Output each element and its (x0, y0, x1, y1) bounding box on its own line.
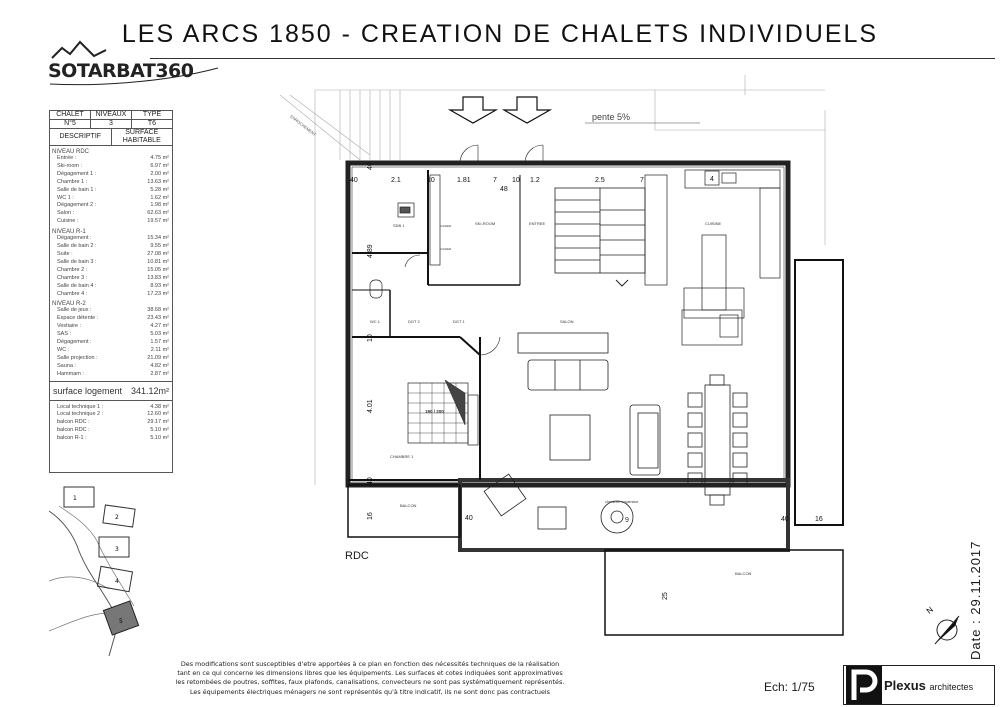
room-name: WC 1 : (57, 194, 74, 201)
disclaimer-line-2: tant en ce qui concerne les dimensions libres que les équipements. Les surfaces et cotes indiquées sont approximatives (177, 669, 563, 678)
surface-row (50, 307, 172, 315)
level-heading: NIVEAU R-1 (52, 229, 86, 236)
floor-plan (280, 75, 860, 665)
surface-row (50, 202, 172, 210)
site-lot-1-label: 1 (73, 495, 77, 502)
room-name: Salle projection : (57, 354, 98, 361)
room-name: Hammam : (57, 370, 84, 377)
plexus-p-icon (846, 666, 882, 704)
dim-40a: 40 (350, 177, 358, 184)
room-name: Salle de bain 2 : (57, 243, 97, 250)
surface-row (50, 339, 172, 347)
surface-row (50, 163, 172, 171)
level-heading: NIVEAU R-2 (52, 301, 86, 308)
dim-40d: 40 (781, 516, 789, 523)
title-rule (150, 58, 995, 59)
room-area: 6.97 m² (150, 162, 169, 169)
dim-40e: 40 (367, 162, 374, 170)
room-ski: SKI-ROOM (475, 221, 496, 226)
disclaimer-line-4: Les équipements électriques ménagers ne sont représentés qu'à titre indicatif, ils ne sont donc pas contractuels (189, 687, 551, 696)
room-area: 2.87 m² (150, 370, 169, 377)
total-value: 341.12m² (130, 385, 169, 396)
surface-row (50, 291, 172, 299)
room-area: 21.09 m² (147, 354, 169, 361)
dim-10b: 10 (512, 177, 520, 184)
surface-row (50, 259, 172, 267)
surface-row (50, 275, 172, 283)
room-name: Chambre 3 : (57, 274, 88, 281)
disclaimer (5, 660, 735, 697)
casier-label-1: CASIER (440, 224, 452, 228)
extra-area: 29.17 m² (147, 419, 169, 426)
header-type: TYPE (142, 111, 162, 118)
surface-row (50, 155, 172, 163)
site-lot-4-label: 4 (115, 578, 119, 585)
room-name: Ski-room : (57, 162, 83, 169)
surface-row (50, 323, 172, 331)
dim-21: 2.1 (391, 177, 401, 184)
extra-name: balcon RDC : (57, 419, 90, 426)
dim-489: 4.89 (367, 244, 374, 258)
extra-area: 12.60 m² (147, 411, 169, 418)
room-area: 4.75 m² (150, 155, 169, 161)
extra-row (50, 411, 172, 419)
doors (405, 145, 543, 355)
dim-12: 1.2 (530, 177, 540, 184)
room-balcon-rdc: BALCON (400, 503, 417, 508)
room-sdb: SDB 1 (393, 223, 405, 228)
surface-total (50, 381, 172, 401)
room-name: Chambre 2 : (57, 266, 88, 273)
room-name: Vestiaire : (57, 323, 82, 330)
room-name: Dégagement 2 : (57, 202, 97, 209)
room-chambre: CHAMBRE 1 (390, 454, 414, 459)
dim-10c: 10 (367, 334, 374, 342)
extra-name: balcon R-1 : (57, 435, 87, 442)
surface-row (50, 347, 172, 355)
room-dgt2: DGT 2 (408, 319, 420, 324)
surface-levels (50, 149, 172, 379)
room-name: Dégagement : (57, 235, 92, 242)
casier-label-2: CASIER (440, 247, 452, 251)
room-area: 15.34 m² (147, 235, 169, 242)
page-title: LES ARCS 1850 - CREATION DE CHALETS INDIVIDUELS (121, 20, 879, 48)
room-area: 4.82 m² (150, 362, 169, 369)
extra-row (50, 427, 172, 435)
dim-7a: 7 (493, 177, 497, 184)
room-area: 5.03 m² (150, 331, 169, 338)
room-area: 17.23 m² (147, 290, 169, 297)
surface-row (50, 331, 172, 339)
room-wc: WC 1 (370, 319, 380, 324)
col-descriptif: DESCRIPTIF (50, 129, 112, 145)
extra-name: Local technique 1 : (57, 403, 104, 410)
extra-row (50, 404, 172, 412)
dim-401: 4.01 (367, 399, 374, 413)
room-name: Salle de jeux : (57, 307, 92, 314)
room-area: 9.55 m² (150, 243, 169, 250)
value-niveaux: 3 (91, 120, 132, 128)
surface-row (50, 283, 172, 291)
fireplace-label: cheminée suspendue (605, 500, 639, 504)
value-chalet: N°5 (50, 120, 91, 128)
room-name: Dégagement 1 : (57, 170, 97, 177)
surface-row (50, 210, 172, 218)
surface-row (50, 195, 172, 203)
disclaimer-line-3: les retombées de poutres, soffites, faux plafonds, canalisations, convecteurs ne sont pas systématiquement représentés. (175, 678, 565, 687)
surface-table-values (50, 120, 172, 129)
slope-label: pente 5% (592, 112, 631, 122)
level-label: RDC (345, 550, 369, 562)
surface-row (50, 235, 172, 243)
room-area: 1.57 m² (150, 339, 169, 346)
room-area: 13.63 m² (147, 178, 169, 185)
disclaimer-line-1: Des modifications sont susceptibles d'etre apportées à ce plan en fonction des nécessités techniques de la réalisation (180, 660, 560, 668)
site-lot-3-label: 3 (115, 546, 119, 553)
header-chalet: CHALET (50, 111, 91, 119)
room-cuisine: CUISINE (705, 221, 722, 226)
room-dgt1: DGT 1 (453, 319, 465, 324)
dim-40b: 40 (367, 477, 374, 485)
surface-row (50, 371, 172, 379)
dim-10a: 10 (427, 177, 435, 184)
surface-row (50, 171, 172, 179)
extra-area: 4.38 m² (150, 403, 169, 410)
room-area: 1.62 m² (150, 194, 169, 201)
extra-area: 5.10 m² (150, 435, 169, 442)
extra-name: balcon RDC : (57, 427, 90, 434)
header-niveaux: NIVEAUX (91, 111, 132, 119)
dim-7b: 7 (640, 177, 644, 184)
room-name: SAS : (57, 331, 72, 338)
terrain (280, 75, 825, 485)
room-name: Sauna : (57, 362, 76, 369)
room-name: Chambre 1 : (57, 178, 88, 185)
room-area: 5.28 m² (150, 186, 169, 193)
room-name: Espace détente : (57, 315, 99, 322)
value-type: T6 (147, 120, 157, 127)
room-area: 2.11 m² (150, 346, 169, 353)
site-lot-2 (103, 505, 135, 527)
extra-row (50, 435, 172, 443)
logo-text: SOTARBAT360 (48, 60, 194, 82)
extra-name: Local technique 2 : (57, 411, 104, 418)
surface-extras (50, 404, 172, 444)
room-area: 15.05 m² (147, 266, 169, 273)
dim-25b: 25 (662, 592, 669, 600)
dim-16a: 16 (367, 512, 374, 520)
site-lot-1 (64, 487, 94, 507)
room-name: Chambre 4 : (57, 290, 88, 297)
enrochement-label: ENROCHEMENT (289, 113, 318, 138)
date-label: Date : 29.11.2017 (968, 540, 983, 660)
sotarbat-logo (48, 38, 223, 98)
surface-row (50, 243, 172, 251)
site-plan (49, 481, 173, 656)
room-area: 23.43 m² (147, 315, 169, 322)
room-name: Cuisine : (57, 218, 79, 225)
dim-40c: 40 (465, 515, 473, 522)
room-area: 8.93 m² (150, 282, 169, 289)
room-area: 4.27 m² (150, 323, 169, 330)
room-area: 27.08 m² (147, 250, 169, 257)
extra-row (50, 419, 172, 427)
room-area: 2.00 m² (150, 170, 169, 177)
room-entree: ENTREE (529, 221, 546, 226)
room-name: Salon : (57, 210, 75, 217)
bed-cover-icon (445, 380, 465, 425)
room-name: WC : (57, 346, 70, 353)
room-name: Salle de bain 3 : (57, 258, 97, 265)
staircase (555, 188, 645, 286)
surface-row (50, 363, 172, 371)
bed-size: 180 / 200 (425, 409, 444, 414)
svg-text:N: N (925, 605, 935, 616)
surface-row (50, 355, 172, 363)
surface-row (50, 187, 172, 195)
room-area: 13.83 m² (147, 274, 169, 281)
surface-row (50, 218, 172, 226)
site-lot-2-label: 2 (115, 514, 119, 521)
level-heading: NIVEAU RDC (52, 149, 90, 155)
room-name: Entrée : (57, 155, 77, 161)
dim-181: 1.81 (457, 177, 471, 184)
room-name: Salle de bain 1 : (57, 186, 97, 193)
room-name: Dégagement : (57, 339, 92, 346)
surface-row (50, 267, 172, 275)
room-name: Salle de bain 4 : (57, 282, 97, 289)
dim-48: 48 (500, 186, 508, 193)
kitchen (645, 170, 780, 345)
entry-arrows-icon (450, 97, 550, 123)
surface-row (50, 251, 172, 259)
scale-label: Ech: 1/75 (764, 680, 815, 694)
room-area: 38.68 m² (147, 307, 169, 314)
plexus-suffix: architectes (929, 682, 974, 692)
col-surface: SURFACE HABITABLE (122, 129, 161, 144)
bedroom-furniture (408, 383, 478, 445)
surface-table (49, 110, 173, 473)
room-area: 19.57 m² (147, 218, 169, 225)
room-area: 10.81 m² (147, 258, 169, 265)
plexus-logo (843, 665, 995, 705)
surface-table-columns (50, 129, 172, 146)
total-label: surface logement (53, 385, 123, 396)
room-balcon-main: BALCON (735, 571, 752, 576)
dim-16b: 16 (815, 516, 823, 523)
surface-table-header (50, 111, 172, 120)
plexus-name: Plexus architectes (884, 678, 974, 693)
room-area: 1.98 m² (150, 202, 169, 209)
surface-row (50, 179, 172, 187)
room-salon: SALON (560, 319, 574, 324)
dim-25a: 2.5 (595, 177, 605, 184)
bathroom-fixtures (370, 175, 440, 298)
site-lot-5-label: 5 (119, 618, 123, 625)
surface-row (50, 315, 172, 323)
room-area: 62.63 m² (147, 210, 169, 217)
dim-4: 4 (710, 176, 714, 183)
extra-area: 5.10 m² (150, 427, 169, 434)
room-name: Suite : (57, 250, 73, 257)
walls (348, 163, 843, 635)
fireplace-number: 9 (625, 517, 629, 524)
